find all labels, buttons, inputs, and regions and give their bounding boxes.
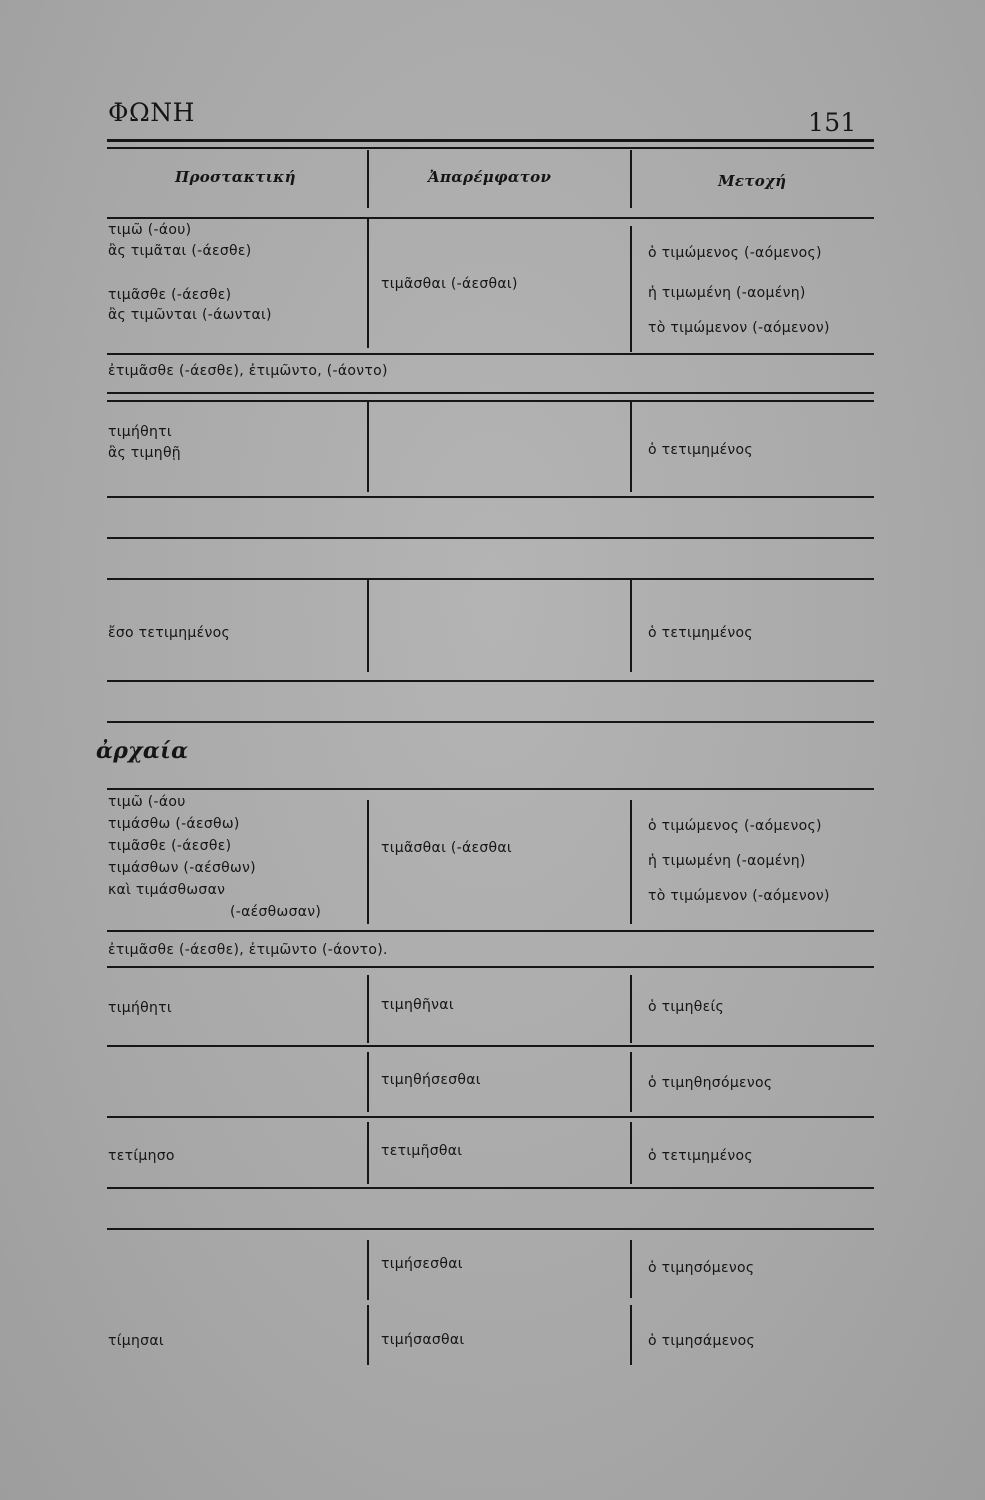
arch-aorist-imperative: τιμήθητι [108, 1000, 172, 1016]
rule [107, 537, 874, 539]
present-imperative-3: τιμᾶσθε (-άεσθε) [108, 287, 232, 303]
perfect-participle: ὁ τετιμημένος [648, 625, 753, 641]
divider [367, 1305, 369, 1365]
arch-aorist-infinitive: τιμηθῆναι [381, 997, 454, 1013]
arch-present-imp-2: τιμάσθω (-άεσθω) [108, 816, 240, 832]
rule [107, 721, 874, 723]
divider [630, 580, 632, 672]
arch-aorist-mid-imperative: τίμησαι [108, 1333, 164, 1349]
present-participle-n: τὸ τιμώμενον (-αόμενον) [648, 320, 830, 336]
header-infinitive: Ἀπαρέμφατον [428, 168, 552, 186]
rule [107, 578, 874, 580]
arch-present-part-f: ἡ τιμωμένη (-αομένη) [648, 853, 806, 869]
rule [107, 400, 874, 402]
divider [367, 400, 369, 492]
arch-aorist-participle: ὁ τιμηθείς [648, 999, 725, 1015]
present-infinitive: τιμᾶσθαι (-άεσθαι) [381, 276, 518, 292]
present-imperative-4: ἂς τιμῶνται (-άωνται) [108, 307, 272, 323]
arch-present-part-m: ὁ τιμώμενος (-αόμενος) [648, 818, 822, 834]
rule [107, 217, 874, 219]
arch-perfect-infinitive: τετιμῆσθαι [381, 1143, 463, 1159]
aorist-imperative-1: τιμήθητι [108, 424, 172, 440]
rule [107, 1045, 874, 1047]
page-number: 151 [808, 108, 857, 137]
top-rule-2 [107, 147, 874, 149]
arch-present-imp-6: (-αέσθωσαν) [230, 904, 322, 920]
divider [630, 400, 632, 492]
rule [107, 1228, 874, 1230]
divider [630, 1052, 632, 1112]
divider [630, 1122, 632, 1184]
divider [630, 1240, 632, 1298]
arch-future-mid-participle: ὁ τιμησόμενος [648, 1260, 755, 1276]
divider [630, 226, 632, 352]
arch-perfect-participle: ὁ τετιμημένος [648, 1148, 753, 1164]
arch-perfect-imperative: τετίμησο [108, 1148, 175, 1164]
archaia-label: ἀρχαία [96, 738, 189, 764]
header-divider-1 [367, 150, 369, 208]
rule [107, 353, 874, 355]
arch-present-imp-4: τιμάσθων (-αέσθων) [108, 860, 256, 876]
aorist-imperative-2: ἂς τιμηθῇ [108, 445, 181, 461]
divider [367, 975, 369, 1043]
arch-future-pass-participle: ὁ τιμηθησόμενος [648, 1075, 773, 1091]
present-imperative-2: ἂς τιμᾶται (-άεσθε) [108, 243, 252, 259]
running-head: ΦΩΝΗ [108, 98, 195, 127]
divider [367, 1052, 369, 1112]
aorist-participle: ὁ τετιμημένος [648, 442, 753, 458]
rule [107, 680, 874, 682]
divider [367, 800, 369, 924]
divider [367, 580, 369, 672]
divider [367, 1240, 369, 1300]
divider [630, 800, 632, 924]
rule [107, 930, 874, 932]
present-participle-f: ἡ τιμωμένη (-αομένη) [648, 285, 806, 301]
arch-present-part-n: τὸ τιμώμενον (-αόμενον) [648, 888, 830, 904]
divider [367, 1122, 369, 1184]
arch-present-imp-3: τιμᾶσθε (-άεσθε) [108, 838, 232, 854]
header-imperative: Προστακτική [175, 168, 296, 186]
arch-future-mid-infinitive: τιμήσεσθαι [381, 1256, 463, 1272]
rule [107, 496, 874, 498]
present-participle-m: ὁ τιμώμενος (-αόμενος) [648, 245, 822, 261]
arch-present-imp-1: τιμῶ (-άου [108, 794, 186, 810]
imperfect-row: ἐτιμᾶσθε (-άεσθε), ἐτιμῶντο, (-άοντο) [108, 363, 388, 379]
arch-present-infinitive: τιμᾶσθαι (-άεσθαι [381, 840, 512, 856]
header-participle: Μετοχή [718, 172, 787, 190]
rule [107, 1116, 874, 1118]
perfect-imperative: ἔσο τετιμημένος [108, 625, 230, 641]
rule [107, 392, 874, 394]
divider [630, 1305, 632, 1365]
top-rule [107, 139, 874, 142]
rule [107, 966, 874, 968]
rule [107, 1187, 874, 1189]
present-imperative-1: τιμῶ (-άου) [108, 222, 192, 238]
arch-imperfect-row: ἐτιμᾶσθε (-άεσθε), ἐτιμῶντο (-άοντο). [108, 942, 388, 958]
header-divider-2 [630, 150, 632, 208]
arch-future-pass-infinitive: τιμηθήσεσθαι [381, 1072, 481, 1088]
rule [107, 788, 874, 790]
arch-present-imp-5: καὶ τιμάσθωσαν [108, 882, 226, 898]
divider [367, 218, 369, 348]
arch-aorist-mid-infinitive: τιμήσασθαι [381, 1332, 465, 1348]
divider [630, 975, 632, 1043]
arch-aorist-mid-participle: ὁ τιμησάμενος [648, 1333, 756, 1349]
